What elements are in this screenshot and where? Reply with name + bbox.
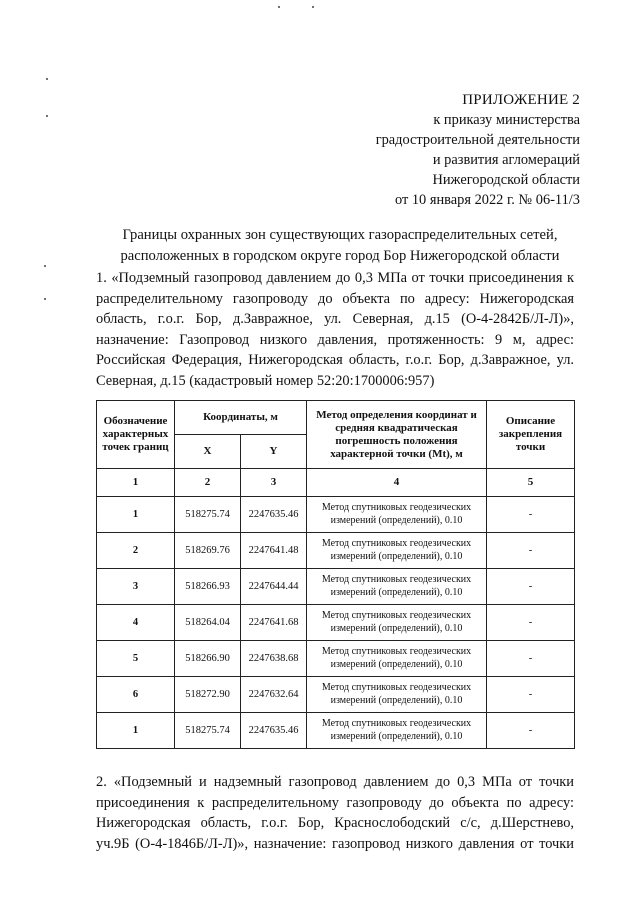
appendix-block: [376, 90, 580, 210]
y-cell: 2247644.44: [241, 569, 307, 605]
x-cell: 518266.90: [175, 641, 241, 677]
description-cell: -: [487, 533, 575, 569]
scan-speck: [46, 78, 48, 80]
paragraph-line: уч.9Б (О-4-1846Б/Л-Л)», назначение: газопровод низкого давления от точки: [96, 835, 574, 852]
appendix-line: Нижегородской области: [432, 172, 580, 188]
paragraph-line: 1. «Подземный газопровод давлением до 0,3 МПа от точки присоединения к: [96, 270, 574, 286]
appendix-line: к приказу министерства: [433, 112, 580, 128]
x-cell: 518264.04: [175, 605, 241, 641]
y-cell: 2247641.68: [241, 605, 307, 641]
method-cell: Метод спутниковых геодезических измерений (определений), 0.10: [307, 605, 487, 641]
point-cell: 4: [97, 605, 175, 641]
column-number: 5: [487, 469, 575, 497]
paragraph-1: [96, 268, 574, 391]
appendix-title: ПРИЛОЖЕНИЕ 2: [462, 92, 580, 108]
header-method: Метод определения координат и средняя квадратическая погрешность положения характерной точки (Mt), м: [307, 401, 487, 469]
method-cell: Метод спутниковых геодезических измерений (определений), 0.10: [307, 677, 487, 713]
description-cell: -: [487, 713, 575, 749]
paragraph-line: 2. «Подземный и надземный газопровод давлением до 0,3 МПа от точки: [96, 774, 574, 790]
table-body: [97, 497, 575, 749]
paragraph-line: назначение: Газопровод низкого давления, протяженность: 9 м, адрес:: [96, 331, 574, 348]
method-cell: Метод спутниковых геодезических измерений (определений), 0.10: [307, 533, 487, 569]
point-cell: 1: [97, 497, 175, 533]
table-row: [97, 533, 575, 569]
paragraph-line: Российская Федерация, Нижегородская область, г.о.г. Бор, д.Завражное, ул.: [96, 352, 574, 368]
scan-speck: [278, 6, 280, 8]
appendix-line: градостроительной деятельности: [375, 132, 580, 148]
x-cell: 518275.74: [175, 713, 241, 749]
x-cell: 518269.76: [175, 533, 241, 569]
header-description: Описание закрепления точки: [487, 401, 575, 469]
method-cell: Метод спутниковых геодезических измерений (определений), 0.10: [307, 569, 487, 605]
heading-line: расположенных в городском округе город Бор Нижегородской области: [120, 248, 560, 264]
description-cell: -: [487, 497, 575, 533]
scan-speck: [44, 298, 46, 300]
description-cell: -: [487, 677, 575, 713]
point-cell: 1: [97, 713, 175, 749]
y-cell: 2247635.46: [241, 713, 307, 749]
y-cell: 2247641.48: [241, 533, 307, 569]
header-x: X: [175, 435, 241, 469]
y-cell: 2247638.68: [241, 641, 307, 677]
paragraph-line: Северная, д.15 (кадастровый номер 52:20:1700006:957): [96, 372, 435, 389]
x-cell: 518275.74: [175, 497, 241, 533]
description-cell: -: [487, 605, 575, 641]
column-number: 4: [307, 469, 487, 497]
x-cell: 518266.93: [175, 569, 241, 605]
table-row: [97, 605, 575, 641]
description-cell: -: [487, 641, 575, 677]
scan-speck: [44, 265, 46, 267]
x-cell: 518272.90: [175, 677, 241, 713]
method-cell: Метод спутниковых геодезических измерений (определений), 0.10: [307, 713, 487, 749]
header-y: Y: [241, 435, 307, 469]
method-cell: Метод спутниковых геодезических измерений (определений), 0.10: [307, 641, 487, 677]
paragraph-line: Нижегородская область, г.о.г. Бор, Краснослободский с/с, д.Шерстнево,: [96, 815, 574, 831]
paragraph-2: [96, 772, 574, 854]
column-number: 3: [241, 469, 307, 497]
point-cell: 3: [97, 569, 175, 605]
y-cell: 2247632.64: [241, 677, 307, 713]
column-number: 1: [97, 469, 175, 497]
paragraph-line: присоединения к распределительному газопроводу до объекта по адресу:: [96, 794, 574, 811]
paragraph-line: распределительному газопроводу до объекта по адресу: Нижегородская: [96, 290, 574, 307]
point-cell: 5: [97, 641, 175, 677]
description-cell: -: [487, 569, 575, 605]
table-row: [97, 569, 575, 605]
table-row: [97, 713, 575, 749]
table-row: [97, 677, 575, 713]
header-coordinates: Координаты, м: [175, 401, 307, 435]
point-cell: 2: [97, 533, 175, 569]
appendix-line: и развития агломераций: [432, 152, 580, 168]
scan-speck: [312, 6, 314, 8]
document-heading: [60, 225, 620, 267]
appendix-date-line: от 10 января 2022 г. № 06-11/3: [394, 192, 580, 208]
point-cell: 6: [97, 677, 175, 713]
coordinates-table: [96, 400, 575, 749]
scan-speck: [46, 115, 48, 117]
table-row: [97, 497, 575, 533]
column-number: 2: [175, 469, 241, 497]
y-cell: 2247635.46: [241, 497, 307, 533]
table-row: [97, 641, 575, 677]
paragraph-line: область, г.о.г. Бор, д.Завражное, ул. Северная, д.15 (О-4-2842Б/Л-Л)»,: [96, 311, 574, 327]
method-cell: Метод спутниковых геодезических измерений (определений), 0.10: [307, 497, 487, 533]
heading-line: Границы охранных зон существующих газораспределительных сетей,: [122, 227, 558, 243]
header-designation: Обозначение характерных точек границ: [97, 401, 175, 469]
